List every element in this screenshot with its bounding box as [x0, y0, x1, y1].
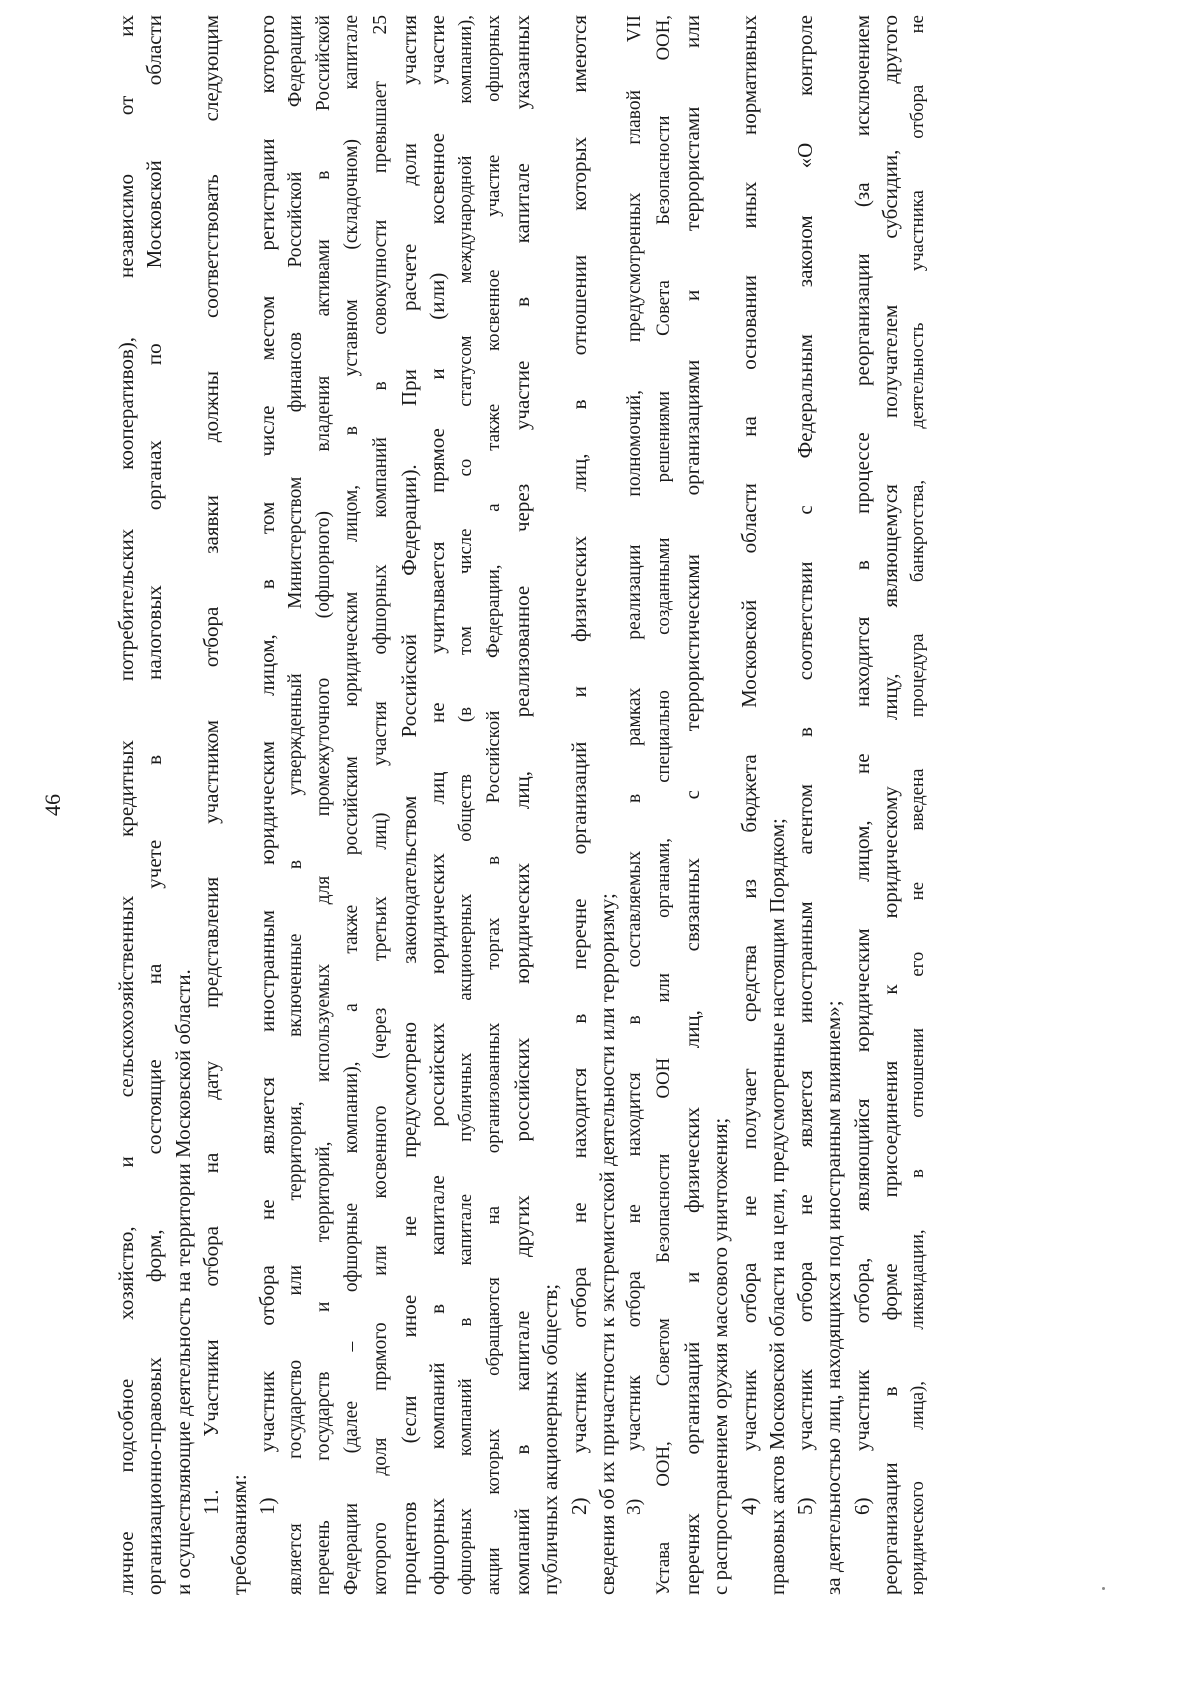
text-line: компаний в капитале других российских юридических лиц, реализованное через участие в капитале указанных: [510, 15, 535, 1595]
text-line: за деятельностью лиц, находящихся под иностранным влиянием»;: [821, 1000, 846, 1595]
text-line: личное подсобное хозяйство, и сельскохозяйственных кредитных потребительских кооперативов), независимо от их: [114, 15, 138, 1595]
item-4-start: 4) участник отбора не получает средства из бюджета Московской области на основании иных нормативных: [736, 15, 761, 1515]
text-line: публичных акционерных обществ;: [538, 1283, 563, 1595]
item-6-start: 6) участник отбора, являющийся юридическим лицом, не находится в процессе реорганизации (за исключением: [849, 15, 874, 1515]
text-line: правовых актов Московской области на цели, предусмотренные настоящим Порядком;: [764, 818, 789, 1595]
rotated-page-content: [40, 15, 992, 1595]
text-line: офшорных компаний в капитале публичных акционерных обществ (в том числе со статусом международной компании),: [454, 15, 476, 1595]
text-line: с распространением оружия массового уничтожения;: [708, 1117, 733, 1595]
text-line: процентов (если иное не предусмотрено законодательством Российской Федерации). При расчете доли участия: [396, 15, 421, 1595]
text-line: акции которых обращаются на организованных торгах в Российской Федерации, а также косвенное участие офшорных: [482, 15, 504, 1595]
text-line: требованиям:: [227, 1474, 252, 1595]
paragraph-11-start: 11. Участники отбора на дату представления участником отбора заявки должны соответствовать следующим: [198, 15, 223, 1515]
page-number: 46: [40, 794, 65, 816]
document-body: [112, 15, 933, 1595]
text-line: является государство или территория, включенные в утвержденный Министерством финансов Российской Федерации: [284, 15, 306, 1595]
text-line: Устава ООН, Советом Безопасности ООН или органами, специально созданными решениями Совета Безопасности ООН,: [652, 15, 674, 1595]
text-line: офшорных компаний в капитале российских юридических лиц не учитывается прямое и (или) косвенное участие: [425, 15, 450, 1595]
item-3-start: 3) участник отбора не находится в составляемых в рамках реализации полномочий, предусмотренных главой VII: [624, 15, 646, 1515]
item-1-start: 1) участник отбора не является иностранным юридическим лицом, в том числе местом регистрации которого: [255, 15, 280, 1515]
text-line: реорганизации в форме присоединения к юридическому лицу, являющемуся получателем субсидии, другого: [878, 15, 903, 1595]
text-line: перечнях организаций и физических лиц, связанных с террористическими организациями и террористами или: [679, 15, 704, 1595]
text-line: юридического лица), ликвидации, в отношении его не введена процедура банкротства, деятельность участника отбора не: [907, 15, 929, 1595]
text-line: которого доля прямого или косвенного (через третьих лиц) участия офшорных компаний в совокупности превышает 25: [369, 15, 391, 1595]
text-line: организационно-правовых форм, состоящие на учете в налоговых органах по Московской области: [142, 15, 167, 1595]
text-line: перечень государств и территорий, используемых для промежуточного (офшорного) владения активами в Российской: [313, 15, 335, 1595]
item-5-start: 5) участник отбора не является иностранным агентом в соответствии с Федеральным законом «О контроле: [793, 15, 818, 1515]
item-2-start: 2) участник отбора не находится в перечне организаций и физических лиц, в отношении которых имеются: [566, 15, 591, 1515]
scan-speck: [1102, 1587, 1105, 1590]
text-line: и осуществляющие деятельность на территории Московской области.: [170, 969, 195, 1595]
text-line: Федерации (далее – офшорные компании), а также российским юридическим лицом, в уставном (складочном) капитале: [341, 15, 363, 1595]
text-line: сведения об их причастности к экстремистской деятельности или терроризму;: [595, 893, 620, 1595]
